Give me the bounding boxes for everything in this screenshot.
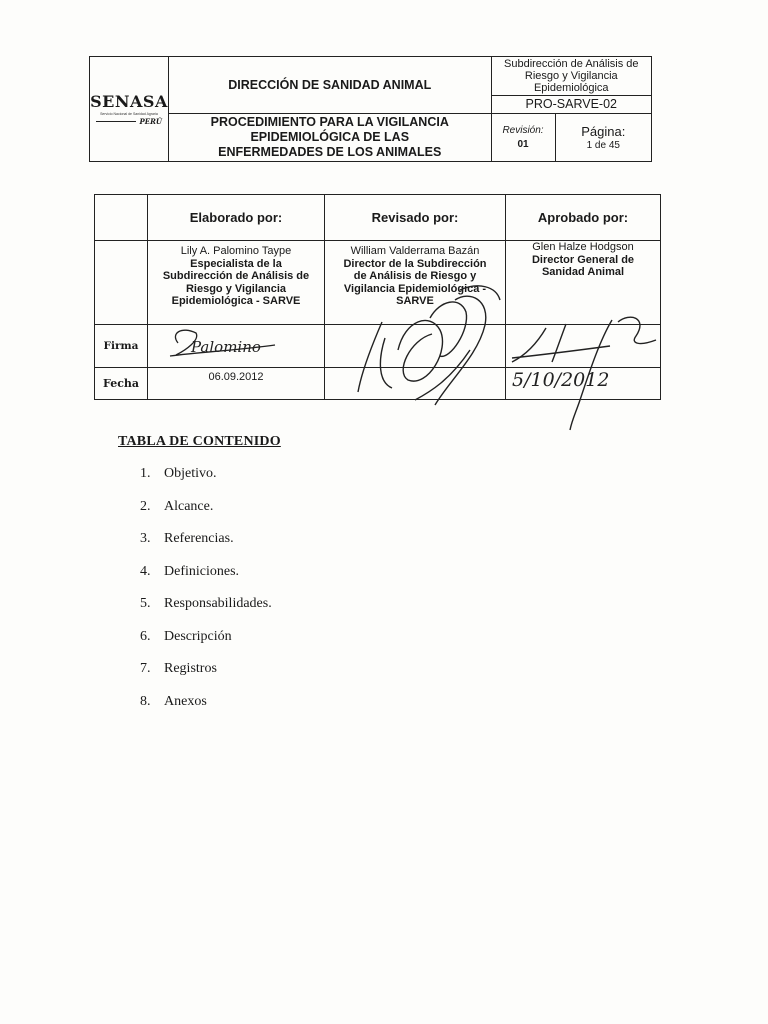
subdirection-name: [491, 57, 651, 96]
procedure-title-line: PROCEDIMIENTO PARA LA VIGILANCIA: [210, 114, 449, 129]
person-title-line: Sanidad Animal: [541, 266, 625, 278]
person-title-line: de Análisis de Riesgo y: [353, 270, 477, 282]
toc-item: 8. Anexos: [140, 693, 207, 709]
reviewed-by-info: [325, 241, 506, 325]
toc-title: TABLA DE CONTENIDO: [118, 434, 281, 449]
toc-item: 5. Responsabilidades.: [140, 596, 272, 611]
revision-value: 01: [517, 138, 529, 150]
revision-label: Revisión:: [502, 124, 544, 136]
document-code: PRO-SARVE-02: [491, 95, 651, 113]
signature-cell: [148, 325, 325, 368]
signature-row-label: Firma: [95, 325, 148, 368]
person-title-line: Riesgo y Vigilancia: [185, 282, 287, 295]
logo-country: PERÚ: [139, 117, 162, 126]
person-name: William Valderrama Bazán: [350, 245, 480, 257]
person-title-line: Director General de: [531, 253, 635, 266]
subdirection-line: Epidemiológica: [533, 81, 609, 94]
elaborated-by-info: [148, 241, 325, 325]
person-name: Glen Halze Hodgson: [532, 241, 634, 253]
toc-item: 7. Registros: [140, 661, 217, 676]
person-title-line: Epidemiológica - SARVE: [171, 295, 301, 307]
revision-cell: [491, 113, 555, 161]
reviewed-by-heading: Revisado por:: [325, 195, 506, 241]
signature-cell: [325, 325, 506, 368]
toc-item: 3. Referencias.: [140, 531, 234, 546]
person-title-line: Vigilancia Epidemiológica -: [343, 282, 487, 295]
signature-elaborated-text: Palomino: [191, 338, 261, 356]
toc-item: 2. Alcance.: [140, 498, 214, 514]
toc-list: [140, 466, 272, 726]
direction-title: DIRECCIÓN DE SANIDAD ANIMAL: [169, 57, 492, 114]
senasa-logo: [90, 57, 169, 162]
page-value: 1 de 45: [586, 139, 620, 151]
approval-table: [94, 194, 661, 400]
elaborated-by-heading: Elaborado por:: [148, 195, 325, 241]
date-cell: 06.09.2012: [148, 368, 325, 400]
date-cell: [325, 368, 506, 400]
person-title-line: Especialista de la: [190, 257, 282, 270]
subdirection-line: Subdirección de Análisis de: [504, 57, 639, 70]
procedure-title-line: EPIDEMIOLÓGICA DE LAS: [250, 129, 410, 144]
approved-by-info: [506, 241, 661, 325]
person-title-line: Director de la Subdirección: [343, 257, 487, 270]
signature-cell: [506, 325, 661, 368]
person-title-line: SARVE: [396, 295, 434, 307]
handwritten-date: 5/10/2012: [512, 369, 610, 391]
person-name: Lily A. Palomino Taype: [180, 245, 292, 257]
date-row-label: Fecha: [95, 368, 148, 400]
date-cell: [506, 368, 661, 400]
approved-by-heading: Aprobado por:: [506, 195, 661, 241]
subdirection-line: Riesgo y Vigilancia: [524, 69, 618, 82]
toc-item: 4. Definiciones.: [140, 563, 240, 579]
page-label: Página:: [581, 123, 626, 139]
procedure-title-line: ENFERMEDADES DE LOS ANIMALES: [218, 144, 442, 159]
page-cell: [555, 113, 651, 161]
logo-subtext: Servicio Nacional de Sanidad Agraria: [100, 112, 158, 116]
toc-item: 6. Descripción: [140, 628, 232, 644]
person-title-line: Subdirección de Análisis de: [162, 270, 310, 282]
toc-item: 1. Objetivo.: [140, 466, 217, 481]
document-header: [89, 56, 652, 162]
procedure-title: [169, 113, 492, 161]
logo-brand: SENASA: [90, 92, 168, 111]
